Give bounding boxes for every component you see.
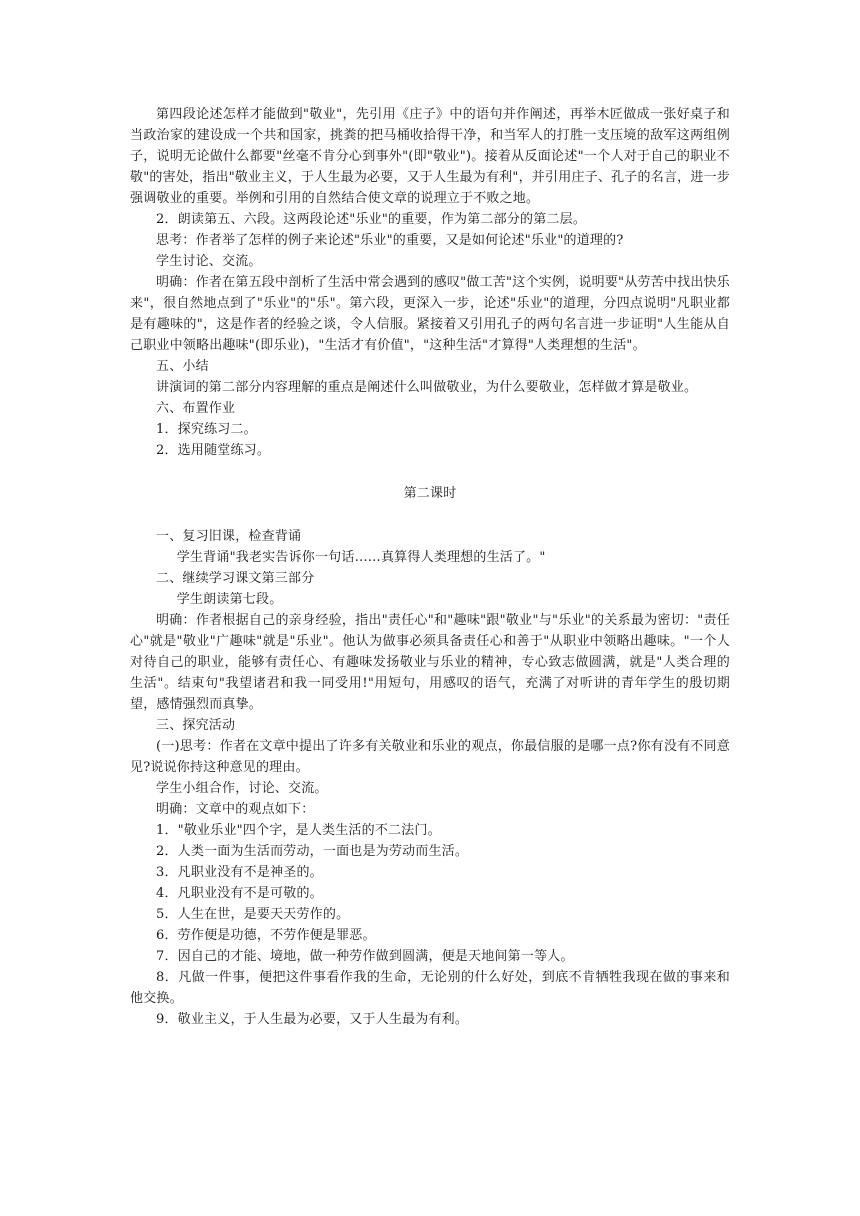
lesson-two-section <box>130 526 730 1030</box>
paragraph: 1．"敬业乐业"四个字，是人类生活的不二法门。 <box>156 823 441 838</box>
paragraph: 明确：作者根据自己的亲身经验，指出"责任心"和"趣味"跟"敬业"与"乐业"的关系最为密切："责任心"就是"敬业"广趣味"就是"乐业"。他认为做事必须具备责任心和善于"从职业中领略出趣味。"一个人对待自己的职业，能够有责任心、有趣味发扬敬业与乐业的精神，专心致志做圆满，就是"人类合理的生活"。结束句"我望诸君和我一同受用!"用短句，用感叹的语气，充满了对听讲的青年学生的殷切期望，感情强烈而真挚。 <box>130 613 730 712</box>
paragraph: (一)思考：作者在文章中提出了许多有关敬业和乐业的观点，你最信服的是哪一点?你有没有不同意见?说说你持这种意见的理由。 <box>130 739 730 775</box>
document-body <box>130 104 730 1030</box>
paragraph: 二、继续学习课文第三部分 <box>156 571 315 586</box>
paragraph: 明确：文章中的观点如下： <box>156 802 315 817</box>
section-title: 第二课时 <box>403 486 457 501</box>
paragraph: 3．凡职业没有不是神圣的。 <box>156 865 323 880</box>
paragraph: 6．劳作便是功德，不劳作便是罪恶。 <box>156 928 376 943</box>
paragraph: 明确：作者在第五段中剖析了生活中常会遇到的感叹"做工苦"这个实例，说明要"从劳苦中找出快乐来"，很自然地点到了"乐业"的"乐"。第六段，更深入一步，论述"乐业"的道理，分四点说明"凡职业都是有趣味的"，这是作者的经验之谈，令人信服。紧接着又引用孔子的两句名言进一步证明"人生能从自己职业中领略出趣味"(即乐业)，"生活才有价值"，"这种生活"才算得"人类理想的生活"。 <box>130 275 730 353</box>
paragraph: 讲演词的第二部分内容理解的重点是阐述什么叫做敬业，为什么要敬业，怎样做才算是敬业。 <box>156 380 698 395</box>
paragraph: 学生讨论、交流。 <box>156 254 262 269</box>
paragraph: 六、布置作业 <box>156 401 236 416</box>
paragraph: 1．探究练习二。 <box>156 422 257 437</box>
paragraph: 思考：作者举了怎样的例子来论述"乐业"的重要，又是如何论述"乐业"的道理的? <box>156 233 624 248</box>
paragraph: 2．选用随堂练习。 <box>156 443 271 458</box>
paragraph: 学生朗读第七段。 <box>176 592 283 607</box>
paragraph: 2．朗读第五、六段。这两段论述"乐业"的重要，作为第二部分的第二层。 <box>156 212 587 227</box>
paragraph: 学生小组合作，讨论、交流。 <box>156 781 328 796</box>
paragraph: 一、复习旧课，检查背诵 <box>156 529 302 544</box>
paragraph: 第四段论述怎样才能做到"敬业"，先引用《庄子》中的语句并作阐述，再举木匠做成一张好桌子和当政治家的建设成一个共和国家，挑粪的把马桶收拾得干净，和当军人的打胜一支压境的敌军这两组例子，说明无论做什么都要"丝毫不肯分心到事外"(即"敬业")。接着从反面论述"一个人对于自己的职业不敬"的害处，指出"敬业主义，于人生最为必要，又于人生最为有利"，并引用庄子、孔子的名言，进一步强调敬业的重要。举例和引用的自然结合使文章的说理立于不败之地。 <box>130 107 730 206</box>
paragraph: 9．敬业主义，于人生最为必要，又于人生最为有利。 <box>156 1012 469 1027</box>
paragraph: 五、小结 <box>156 359 209 374</box>
paragraph: 2．人类一面为生活而劳动，一面也是为劳动而生活。 <box>156 844 469 859</box>
paragraph: 8．凡做一件事，便把这件事看作我的生命，无论别的什么好处，到底不肯牺牲我现在做的事来和他交换。 <box>130 970 730 1006</box>
paragraph: 4．凡职业没有不是可敬的。 <box>156 886 323 901</box>
paragraph: 三、探究活动 <box>156 718 236 733</box>
paragraph: 学生背诵"我老实告诉你一句话……真算得人类理想的生活了。" <box>176 550 546 565</box>
paragraph: 7．因自己的才能、境地，做一种劳作做到圆满，便是天地间第一等人。 <box>156 949 574 964</box>
lesson-one-section <box>130 104 730 461</box>
paragraph: 5．人生在世，是要天天劳作的。 <box>156 907 350 922</box>
